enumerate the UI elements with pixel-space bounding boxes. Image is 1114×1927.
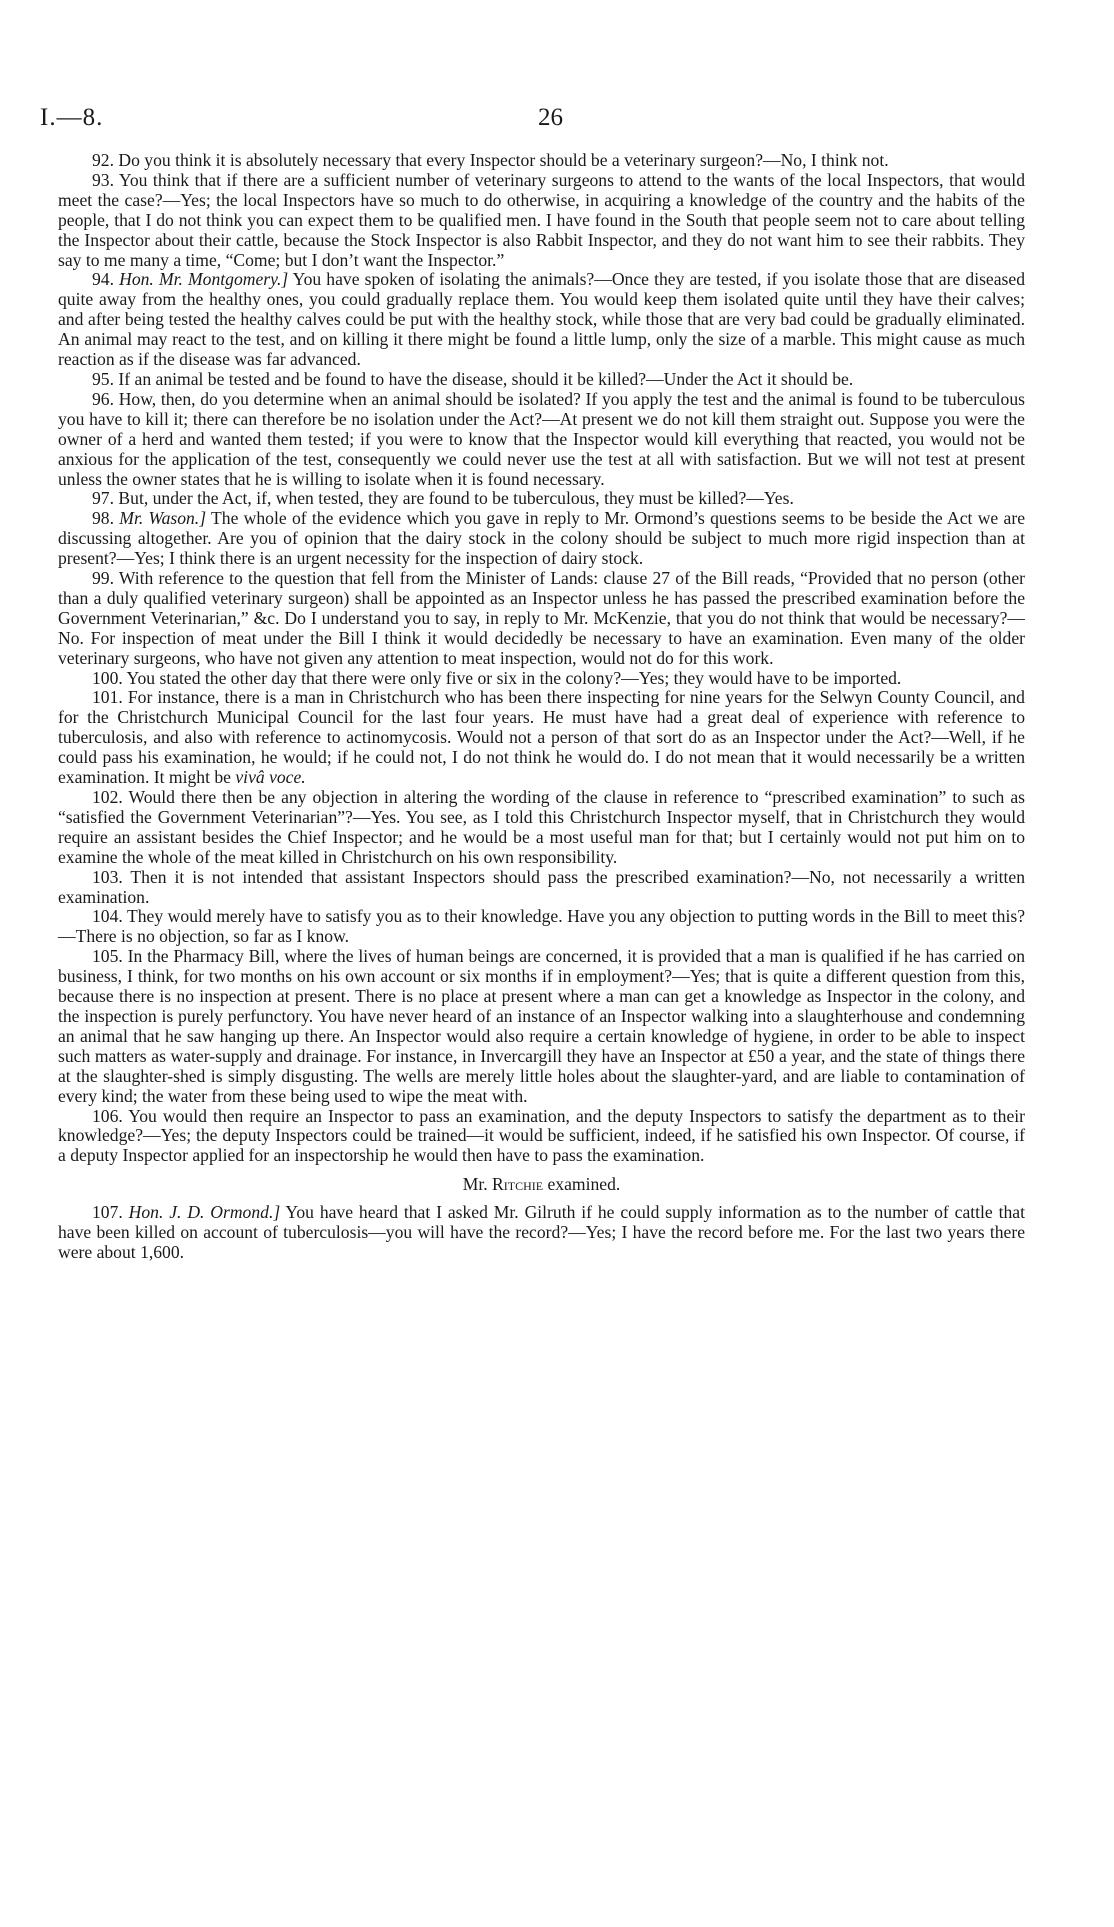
paragraph-number: 103. bbox=[92, 866, 123, 887]
document-reference: I.—8. bbox=[40, 104, 104, 131]
paragraph-92 bbox=[58, 151, 1025, 171]
paragraph-number: 95. bbox=[92, 368, 114, 389]
paragraph-94 bbox=[58, 270, 1025, 370]
italic-phrase: vivâ voce. bbox=[235, 767, 306, 788]
paragraph-93 bbox=[58, 171, 1025, 271]
paragraph-number: 93. bbox=[92, 169, 114, 190]
paragraph-number: 105. bbox=[92, 946, 123, 967]
paragraph-number: 98. bbox=[92, 508, 114, 529]
paragraph-number: 104. bbox=[92, 906, 123, 927]
paragraph-number: 96. bbox=[92, 388, 114, 409]
paragraph-text: Would there then be any objection in altering the wording of the clause in reference to “prescribed examination” to such as “satisfied the Government Veterinarian”?—Yes. You see, as I told this Christchurch Inspector myself, that in Christchurch they would require an assistant besides the Chief Inspector; and he would be a most useful man for that; but I certainly would not put him on to examine the whole of the meat killed in Christchurch on his own responsibility. bbox=[58, 787, 1025, 867]
paragraph-101 bbox=[58, 688, 1025, 788]
paragraph-text: How, then, do you determine when an animal should be isolated? If you apply the test and the animal is found to be tuberculous you have to kill it; there can therefore be no isolation under the Act?—At present we do not kill them straight out. Suppose you were the owner of a herd and wanted them tested; if you were to know that the Inspector would kill everything that reacted, you would not be anxious for the application of the test, consequently we could never use the test at all with satisfaction. But we will not test at present unless the owner states that he is willing to isolate when it is found necessary. bbox=[58, 388, 1025, 489]
paragraph-97 bbox=[58, 489, 1025, 509]
document-body bbox=[58, 151, 1025, 1263]
speaker-label: Hon. Mr. Montgomery.] bbox=[119, 269, 289, 290]
section-heading bbox=[58, 1175, 1025, 1195]
paragraph-text: Then it is not intended that assistant Inspectors should pass the prescribed examination?—No, not necessarily a written examination. bbox=[58, 866, 1025, 907]
paragraph-number: 94. bbox=[92, 269, 114, 290]
paragraph-text: For instance, there is a man in Christchurch who has been there inspecting for nine years for the Selwyn County Council, and for the Christchurch Municipal Council for the last four years. He must have had a great deal of experience with reference to tuberculosis, and also with reference to actinomycosis. Would not a person of that sort do as an Inspector under the Act?—Well, if he could pass his examination, he would; if he could not, I do not think he would do. I do not mean that it would necessarily be a written examination. It might be bbox=[58, 687, 1025, 788]
paragraph-text: In the Pharmacy Bill, where the lives of human beings are concerned, it is provided that a man is qualified if he has carried on business, I think, for two months on his own account or six months if in employment?—Yes; that is quite a different question from this, because there is no inspection at present. There is no place at present where a man can get a knowledge as Inspector in the colony, and the inspection is purely perfunctory. You have never heard of an instance of an Inspector walking into a slaughterhouse and condemning an animal that he saw hanging up there. An Inspector would also require a certain knowledge of hygiene, in order to be able to inspect such matters as water-supply and drainage. For instance, in Invercargill they have an Inspector at £50 a year, and the state of things there at the slaughter-shed is simply disgusting. The wells are merely little holes about the slaughter-yard, and are liable to contamination of every kind; the water from these being used to wipe the meat with. bbox=[58, 946, 1025, 1106]
page-number: 26 bbox=[538, 104, 563, 131]
paragraph-number: 99. bbox=[92, 568, 114, 589]
paragraph-96 bbox=[58, 390, 1025, 490]
speaker-label: Hon. J. D. Ormond.] bbox=[128, 1202, 281, 1223]
paragraph-text: You would then require an Inspector to pass an examination, and the deputy Inspectors to satisfy the department as to their knowledge?—Yes; the deputy Inspectors could be trained—it would be sufficient, indeed, if he satisfied his own Inspector. Of course, if a deputy Inspector applied for an inspectorship he would then have to pass the examination. bbox=[58, 1105, 1026, 1166]
paragraph-100 bbox=[58, 669, 1025, 689]
paragraph-104 bbox=[58, 907, 1025, 947]
speaker-label: Mr. Wason.] bbox=[119, 508, 207, 529]
paragraph-95 bbox=[58, 370, 1025, 390]
paragraph-text: You have spoken of isolating the animals?—Once they are tested, if you isolate those that are diseased quite away from the healthy ones, you could gradually replace them. You would keep them isolated quite until they have their calves; and after being tested the healthy calves could be put with the healthy stock, while those that are very bad could be gradually eliminated. An animal may react to the test, and on killing it there might be found a little lump, only the size of a marble. This might cause as much reaction as if the disease was far advanced. bbox=[58, 269, 1025, 370]
paragraph-105 bbox=[58, 947, 1025, 1106]
paragraph-98 bbox=[58, 509, 1025, 569]
paragraph-number: 97. bbox=[92, 488, 114, 509]
paragraph-text: You think that if there are a sufficient number of veterinary surgeons to attend to the wants of the local Inspectors, that would meet the case?—Yes; the local Inspectors have so much to do otherwise, in acquiring a knowledge of the country and the habits of the people, that I do not think you can expect them to be qualified men. I have found in the South that people seem not to care about telling the Inspector about their cattle, because the Stock Inspector is also Rabbit Inspector, and they do not want him to see their rabbits. They say to me many a time, “Come; but I don’t want the Inspector.” bbox=[58, 169, 1025, 270]
paragraph-102 bbox=[58, 788, 1025, 868]
paragraph-number: 107. bbox=[92, 1202, 123, 1223]
paragraph-text: With reference to the question that fell from the Minister of Lands: clause 27 of the Bill reads, “Provided that no person (other than a duly qualified veterinary surgeon) shall be appointed as an Inspector unless he has passed the prescribed examination before the Government Veterinarian,” &c. Do I understand you to say, in reply to Mr. McKenzie, that you do not think that would be necessary?—No. For inspection of meat under the Bill I think it would decidedly be necessary to have an examination. Even many of the older veterinary surgeons, who have not given any attention to meat inspection, would not do for this work. bbox=[58, 568, 1026, 668]
heading-prefix: Mr. bbox=[462, 1174, 488, 1195]
paragraph-text: If an animal be tested and be found to have the disease, should it be killed?—Under the Act it should be. bbox=[118, 368, 854, 389]
paragraph-text: But, under the Act, if, when tested, they are found to be tuberculous, they must be killed?—Yes. bbox=[118, 488, 794, 509]
paragraph-107 bbox=[58, 1203, 1025, 1263]
heading-suffix: examined. bbox=[547, 1174, 621, 1195]
paragraph-106 bbox=[58, 1107, 1025, 1167]
paragraph-number: 100. bbox=[92, 667, 123, 688]
paragraph-number: 92. bbox=[92, 150, 114, 170]
paragraph-text: Do you think it is absolutely necessary that every Inspector should be a veterinary surgeon?—No, I think not. bbox=[118, 150, 889, 170]
paragraph-number: 102. bbox=[92, 787, 123, 807]
paragraph-text: They would merely have to satisfy you as to their knowledge. Have you any objection to putting words in the Bill to meet this?—There is no objection, so far as I know. bbox=[58, 906, 1025, 947]
paragraph-number: 106. bbox=[92, 1105, 123, 1126]
paragraph-99 bbox=[58, 569, 1025, 669]
witness-name: Ritchie bbox=[492, 1174, 544, 1195]
paragraph-text: You have heard that I asked Mr. Gilruth if he could supply information as to the number of cattle that have been killed on account of tuberculosis—you will have the record?—Yes; I have the record before me. For the last two years there were about 1,600. bbox=[58, 1202, 1025, 1262]
paragraph-text: The whole of the evidence which you gave in reply to Mr. Ormond’s questions seems to be beside the Act we are discussing altogether. Are you of opinion that the dairy stock in the colony should be subject to much more rigid inspection than at present?—Yes; I think there is an urgent necessity for the inspection of dairy stock. bbox=[58, 508, 1026, 569]
paragraph-103 bbox=[58, 868, 1025, 908]
paragraph-text: You stated the other day that there were only five or six in the colony?—Yes; they would have to be imported. bbox=[126, 667, 902, 688]
paragraph-number: 101. bbox=[92, 687, 123, 708]
